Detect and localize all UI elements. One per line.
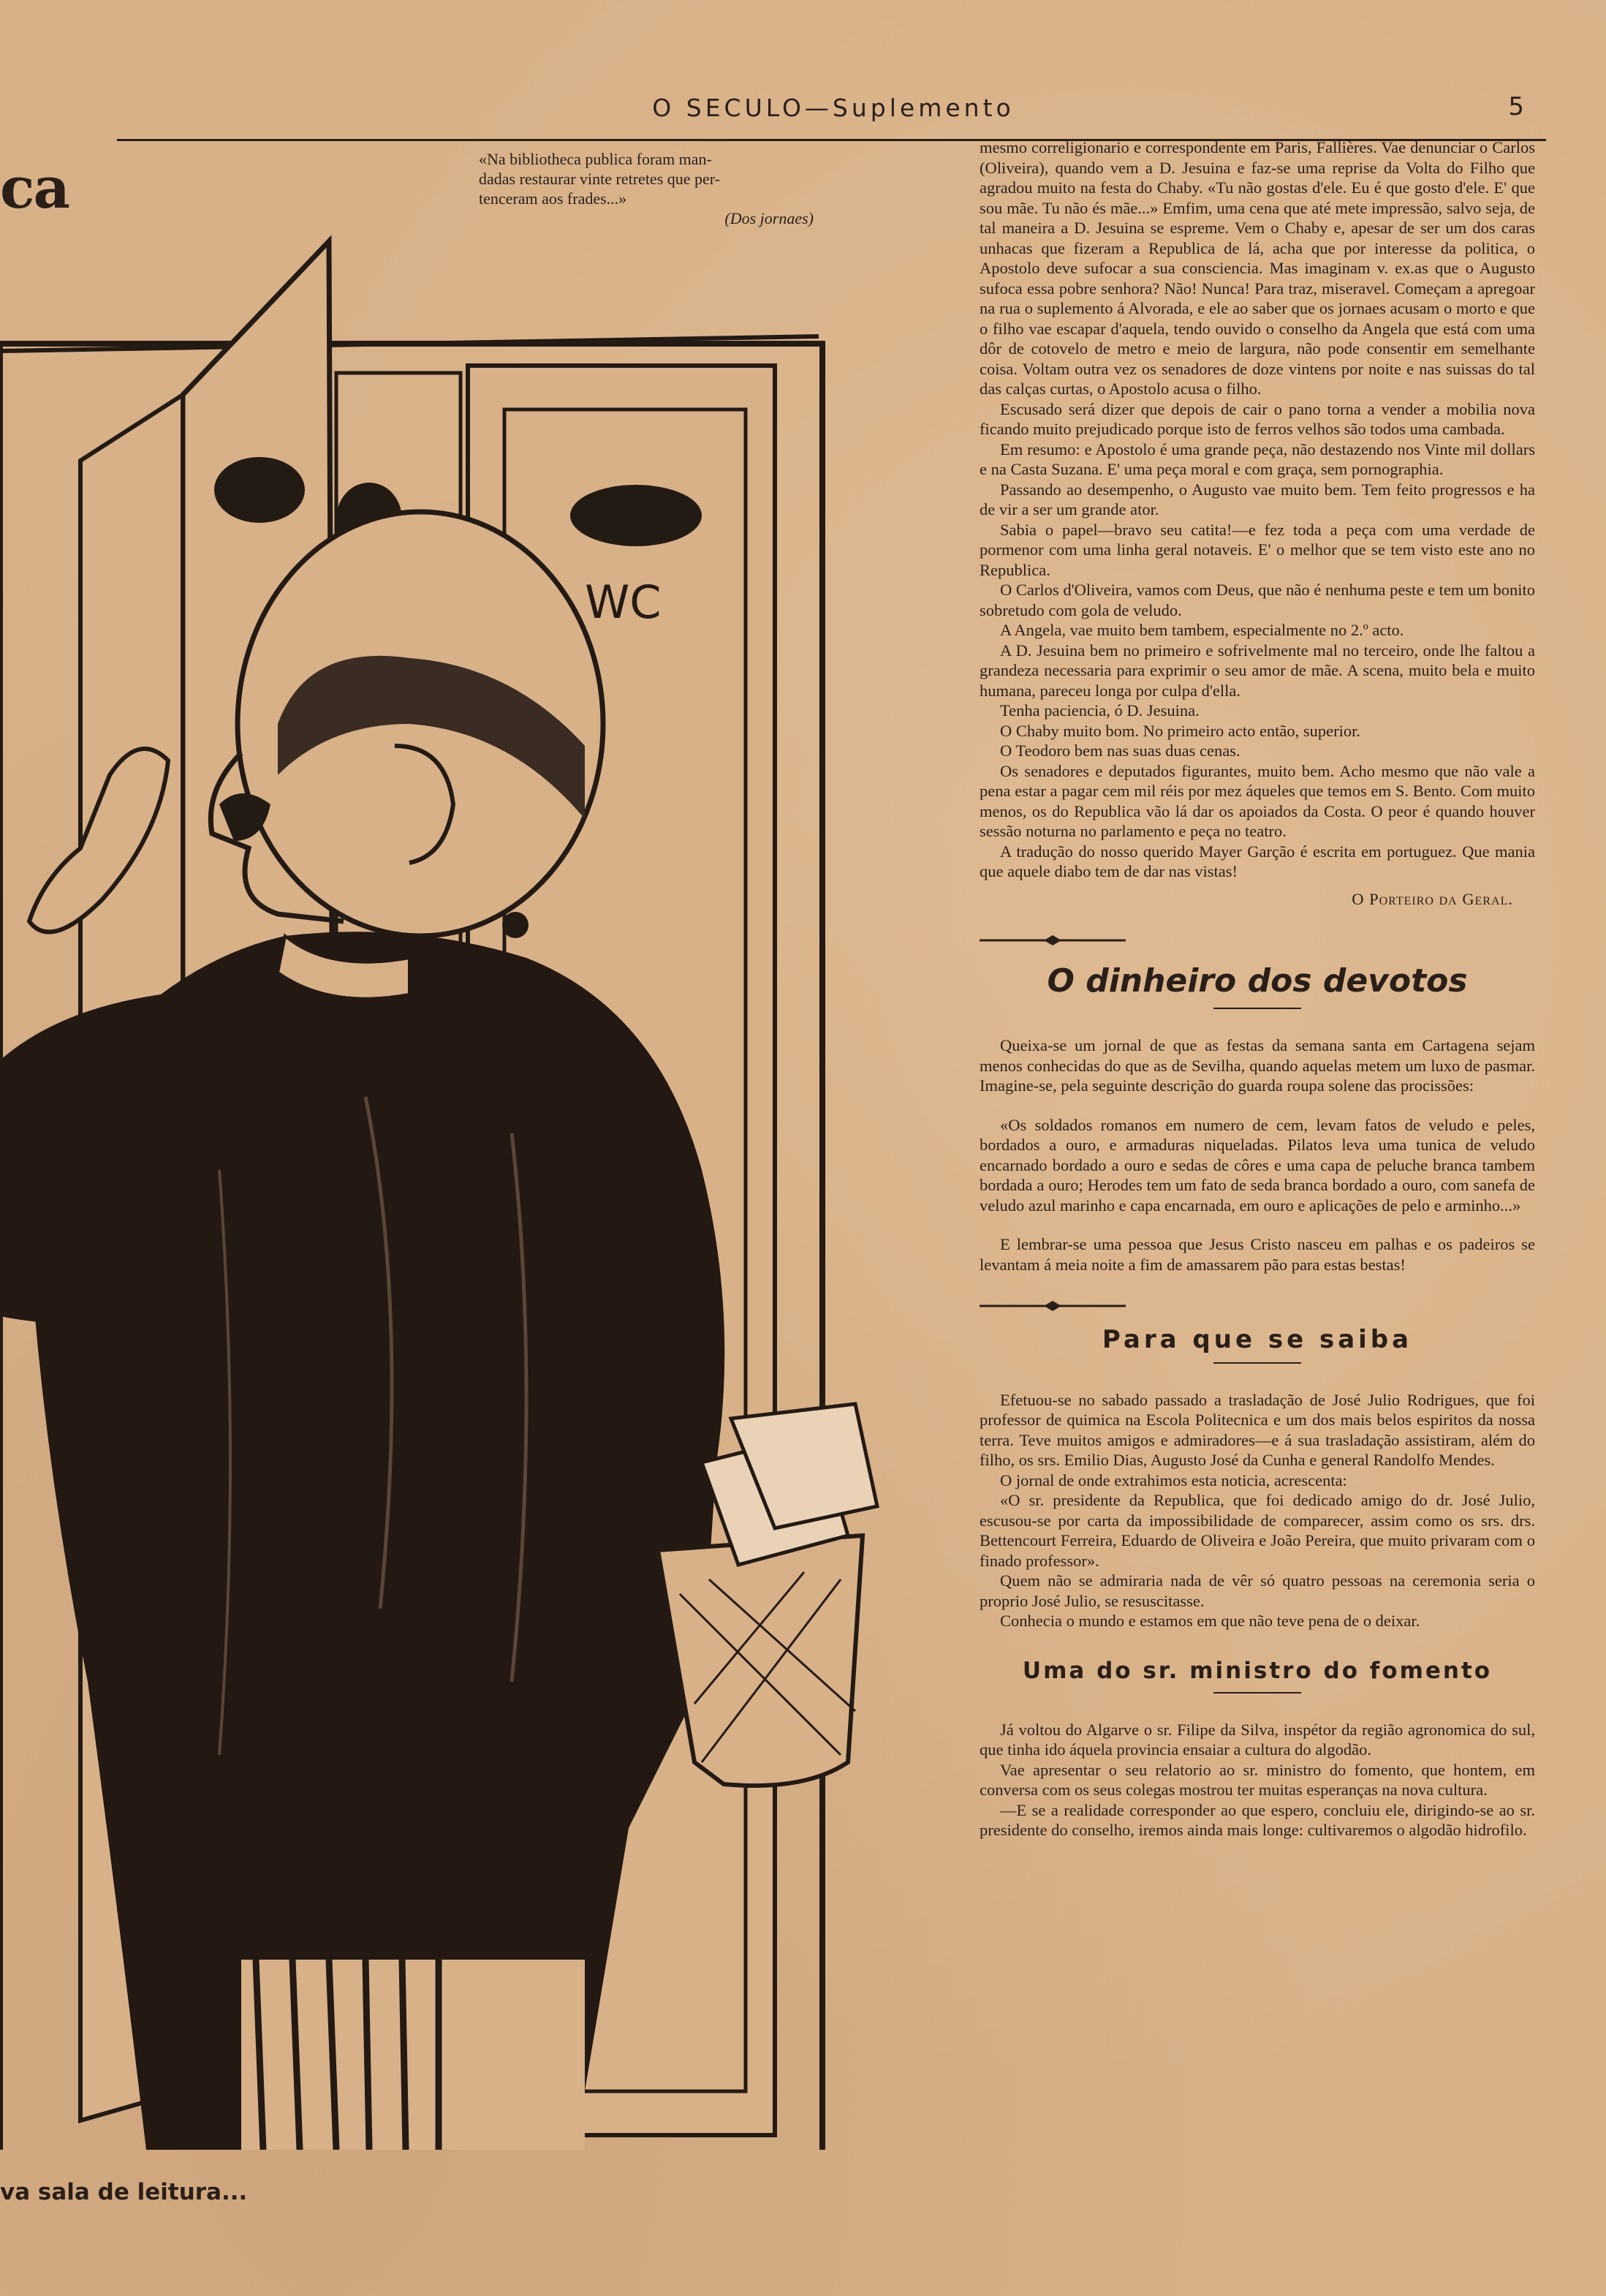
running-header	[117, 88, 1546, 141]
section-title-fomento: Uma do sr. ministro do fomento	[1022, 1657, 1493, 1684]
page-number: 5	[1508, 92, 1524, 121]
devotos-quote: «Os soldados romanos em numero de cem, levam fatos de veludo e peles, bordados a ouro, e armaduras niqueladas. Pilatos leva uma tunica de veludo encarnado bordado a ouro e sedas de côres e uma capa de peluche branca tambem bordada a ouro; Herodes tem um fato de seda branca bordado a ouro, com sanefa de veludo azul marinho e capa encarnada, em ouro e aplicações de pelo e arminho...»	[980, 1115, 1535, 1215]
press-quote-line: dadas restaurar vinte retretes que per-	[479, 170, 720, 188]
cartoon-illustration	[0, 219, 943, 2150]
review-signature: O Porteiro da Geral.	[1352, 889, 1513, 908]
press-quote	[479, 149, 822, 228]
press-quote-line: «Na bibliotheca publica foram man-	[479, 150, 712, 168]
section-title-saiba: Para que se saiba	[1102, 1324, 1413, 1354]
review-paragraph: Passando ao desempenho, o Augusto vae muito bem. Tem feito progressos e ha de vir a ser um grande ator.	[980, 480, 1535, 518]
cut-off-heading: ca	[0, 155, 69, 222]
door-sign-wc: WC	[585, 575, 662, 629]
title-underline	[1213, 1692, 1301, 1693]
review-paragraph: Escusado será dizer que depois de cair o pano torna a vender a mobilia nova ficando muito prejudicado porque isto de ferros velhos são todos uma cambada.	[980, 399, 1535, 438]
review-paragraph: Sabia o papel—bravo seu catita!—e fez toda a peça com uma verdade de pormenor com uma linha geral notaveis. E' o melhor que se tem visto este ano no Republica.	[980, 520, 1535, 579]
title-underline	[1213, 1362, 1301, 1364]
fomento-paragraph: —E se a realidade corresponder ao que espero, concluiu ele, dirigindo-se ao sr. presidente do conselho, iremos ainda mais longe: cultivaremos o algodão hidrofilo.	[980, 1800, 1535, 1840]
review-paragraph: O Teodoro bem nas suas duas cenas.	[1000, 741, 1241, 760]
review-paragraph: Tenha paciencia, ó D. Jesuina.	[1000, 701, 1200, 720]
press-quote-line: tenceram aos frades...»	[479, 189, 627, 208]
review-paragraph: O Carlos d'Oliveira, vamos com Deus, que não é nenhuma peste e tem um bonito sobretudo com gola de veludo.	[980, 581, 1535, 619]
press-quote-source: (Dos jornaes)	[724, 209, 814, 227]
review-paragraph: A tradução do nosso querido Mayer Garção é escrita em portuguez. Que mania que aquele diabo tem de dar nas vistas!	[980, 842, 1535, 880]
fomento-paragraph: Vae apresentar o seu relatorio ao sr. ministro do fomento, que hontem, em conversa com os seus colegas mostrou ter muitas esperanças na nova cultura.	[980, 1760, 1535, 1800]
review-paragraph: O Chaby muito bom. No primeiro acto então, superior.	[1000, 721, 1361, 740]
header-title: O SECULO—Suplemento	[652, 94, 1015, 122]
fomento-paragraph: Já voltou do Algarve o sr. Filipe da Silva, inspétor da região agronomica do sul, que tinha ido áquela provincia ensaiar a cultura do algodão.	[980, 1720, 1535, 1759]
saiba-paragraph: O jornal de onde extrahimos esta noticia, acrescenta:	[1000, 1470, 1347, 1489]
saiba-paragraph: Quem não se admiraria nada de vêr só quatro pessoas na ceremonia seria o proprio José Julio, se resuscitasse.	[980, 1571, 1535, 1610]
review-paragraph: Em resumo: e Apostolo é uma grande peça, não destazendo nos Vinte mil dollars e na Casta Suzana. E' uma peça moral e com graça, sem pornographia.	[980, 439, 1535, 478]
devotos-intro: Queixa-se um jornal de que as festas da semana santa em Cartagena sejam menos conhecidas do que as de Sevilha, quando aquelas metem um luxo de pasmar. Imagine-se, pela seguinte descrição do guarda roupa solene das procissões:	[980, 1036, 1535, 1095]
review-paragraph: Os senadores e deputados figurantes, muito bem. Acho mesmo que não vale a pena estar a pagar cem mil réis por mez áqueles que temos em S. Bento. Com muito menos, os do Republica vão lá dar os apoiados da Costa. O peor é quando houver sessão noturna no parlamento e peça no teatro.	[980, 761, 1535, 840]
devotos-closing: E lembrar-se uma pessoa que Jesus Cristo nasceu em palhas e os padeiros se levantam á meia noite a fim de amassarem pão para estas bestas!	[980, 1235, 1535, 1274]
saiba-paragraph: Conhecia o mundo e estamos em que não teve pena de o deixar.	[1000, 1612, 1420, 1631]
title-underline	[1213, 1008, 1301, 1009]
theatre-review	[980, 137, 1535, 909]
cartoon-caption: va sala de leitura...	[0, 2179, 248, 2205]
saiba-paragraph: Efetuou-se no sabado passado a trasladação de José Julio Rodrigues, que foi professor de quimica na Escola Politecnica e um dos mais belos espiritos da nossa terra. Teve muitos amigos e admiradores—e á sua trasladação assistiram, além do filho, os srs. Emilio Dias, Augusto José da Cunha e general Randolfo Mendes.	[980, 1390, 1535, 1470]
section-separator-ornament	[980, 1298, 1126, 1314]
section-title-devotos: O dinheiro dos devotos	[1047, 962, 1468, 1000]
review-paragraph: A Angela, vae muito bem tambem, especialmente no 2.º acto.	[1000, 621, 1404, 639]
review-paragraph: A D. Jesuina bem no primeiro e sofrivelmente mal no terceiro, onde lhe faltou a grandeza necessaria para exprimir o seu amor de mãe. A scena, muito bela e muito humana, pareceu longa por culpa d'ella.	[980, 641, 1535, 700]
saiba-paragraph: «O sr. presidente da Republica, que foi dedicado amigo do dr. José Julio, escusou-se por carta da impossibilidade de comparecer, assim como os srs. drs. Bettencourt Ferreira, Eduardo de Oliveira e João Pereira, que muito privaram com o finado professor».	[980, 1491, 1535, 1570]
section-separator-ornament	[980, 932, 1126, 948]
review-paragraph: mesmo correligionario e correspondente em Paris, Fallières. Vae denunciar o Carlos (Oliveira), quando vem a D. Jesuina e faz-se uma reprise da Volta do Filho que agradou muito na festa do Chaby. «Tu não gostas d'ele. Eu é que gosto d'ele. E' que sou mãe. Tu não és mãe...» Emfim, uma cena que até mete impressão, salvo seja, de tal maneira a D. Jesuina se espreme. Vem o Chaby e, apesar de ser um dos caras unhacas que fizeram a Republica de lá, acha que por interesse da politica, o Apostolo deve sufocar a sua consciencia. Mas imaginam v. ex.as que o Augusto sufoca essa pobre senhora? Não! Nunca! Para traz, miseravel. Começam a apregoar na rua o suplemento á Alvorada, e ele ao saber que os jornaes acusam o morto e que o filho vae escapar d'aquela, tendo ouvido o conselho da Angela que está com uma dôr de cotovelo de metro e meio de largura, não pode consentir em semelhante coisa. Voltam outra vez os senadores de doze vintens por noite e nas suissas do tal das calças curtas, o Apostolo acusa o filho.	[980, 138, 1535, 398]
right-column	[980, 137, 1535, 1840]
